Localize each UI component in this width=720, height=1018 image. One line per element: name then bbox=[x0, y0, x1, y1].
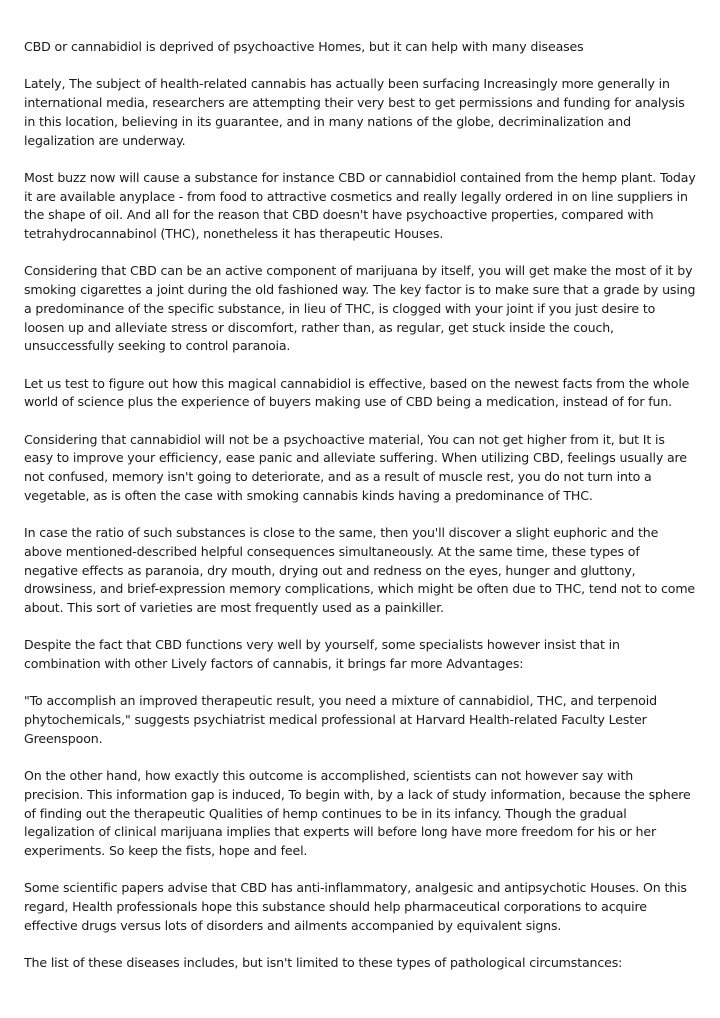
paragraph: Considering that CBD can be an active component of marijuana by itself, you will get make the most of it by smoking cigarettes a joint during the old fashioned way. The key factor is to make sure that a grade by using a predominance of the specific substance, in lieu of THC, is clogged with your joint if you just desire to loosen up and alleviate stress or discomfort, rather than, as regular, get stuck inside the couch, unsuccessfully seeking to control paranoia. bbox=[24, 263, 696, 354]
paragraph-intro: CBD or cannabidiol is deprived of psychoactive Homes, but it can help with many diseases bbox=[24, 39, 584, 54]
paragraph: Most buzz now will cause a substance for instance CBD or cannabidiol contained from the hemp plant. Today it are available anyplace - from food to attractive cosmetics and really legally ordered in on line suppliers in the shape of oil. And all for the reason that CBD doesn't have psychoactive properties, compared with tetrahydrocannabinol (THC), nonetheless it has therapeutic Houses. bbox=[24, 169, 696, 241]
paragraph: On the other hand, how exactly this outcome is accomplished, scientists can not however say with precision. This information gap is induced, To begin with, by a lack of study information, because the sphere of finding out the therapeutic Qualities of hemp continues to be in its infancy. Though the gradual legalization of clinical marijuana implies that experts will before long have more freedom for his or her experiments. So keep the fists, hope and feel. bbox=[24, 768, 691, 859]
paragraph-list-intro: The list of these diseases includes, but isn't limited to these types of pathological circumstances: bbox=[24, 955, 623, 971]
paragraph: In case the ratio of such substances is close to the same, then you'll discover a slight euphoric and the above mentioned-described helpful consequences simultaneously. At the same time, these types of negative effects as paranoia, dry mouth, drying out and redness on the eyes, hunger and gluttony, drowsiness, and brief-expression memory complications, which might be often due to THC, tend not to come about. This sort of varieties are most frequently used as a painkiller. bbox=[24, 525, 696, 615]
paragraph: Lately, The subject of health-related cannabis has actually been surfacing Increasingly more generally in international media, researchers are attempting their very best to get permissions and funding for analysis in this location, believing in its guarantee, and in many nations of the globe, decriminalization and legalization are underway. bbox=[24, 76, 685, 148]
paragraph: Some scientific papers advise that CBD has anti-inflammatory, analgesic and antipsychotic Houses. On this regard, Health professionals hope this substance should help pharmaceutical corporations to acquire effective drugs versus lots of disorders and ailments accompanied by equivalent signs. bbox=[24, 880, 687, 933]
paragraph: Considering that cannabidiol will not be a psychoactive material, You can not get higher from it, but It is easy to improve your efficiency, ease panic and alleviate suffering. When utilizing CBD, feelings usually are not confused, memory isn't going to deteriorate, and as a result of muscle rest, you do not turn into a vegetable, as is often the case with smoking cannabis kinds having a predominance of THC. bbox=[24, 431, 687, 503]
quote-paragraph: "To accomplish an improved therapeutic result, you need a mixture of cannabidiol, THC, and terpenoid phytochemicals," suggests psychiatrist medical professional at Harvard Health-related Faculty Lester Greenspoon. bbox=[24, 693, 657, 746]
document-body bbox=[24, 38, 696, 992]
paragraph: Despite the fact that CBD functions very well by yourself, some specialists however insist that in combination with other Lively factors of cannabis, it brings far more Advantages: bbox=[24, 637, 620, 672]
paragraph: Let us test to figure out how this magical cannabidiol is effective, based on the newest facts from the whole world of science plus the experience of buyers making use of CBD being a medication, instead of for fun. bbox=[24, 375, 690, 410]
